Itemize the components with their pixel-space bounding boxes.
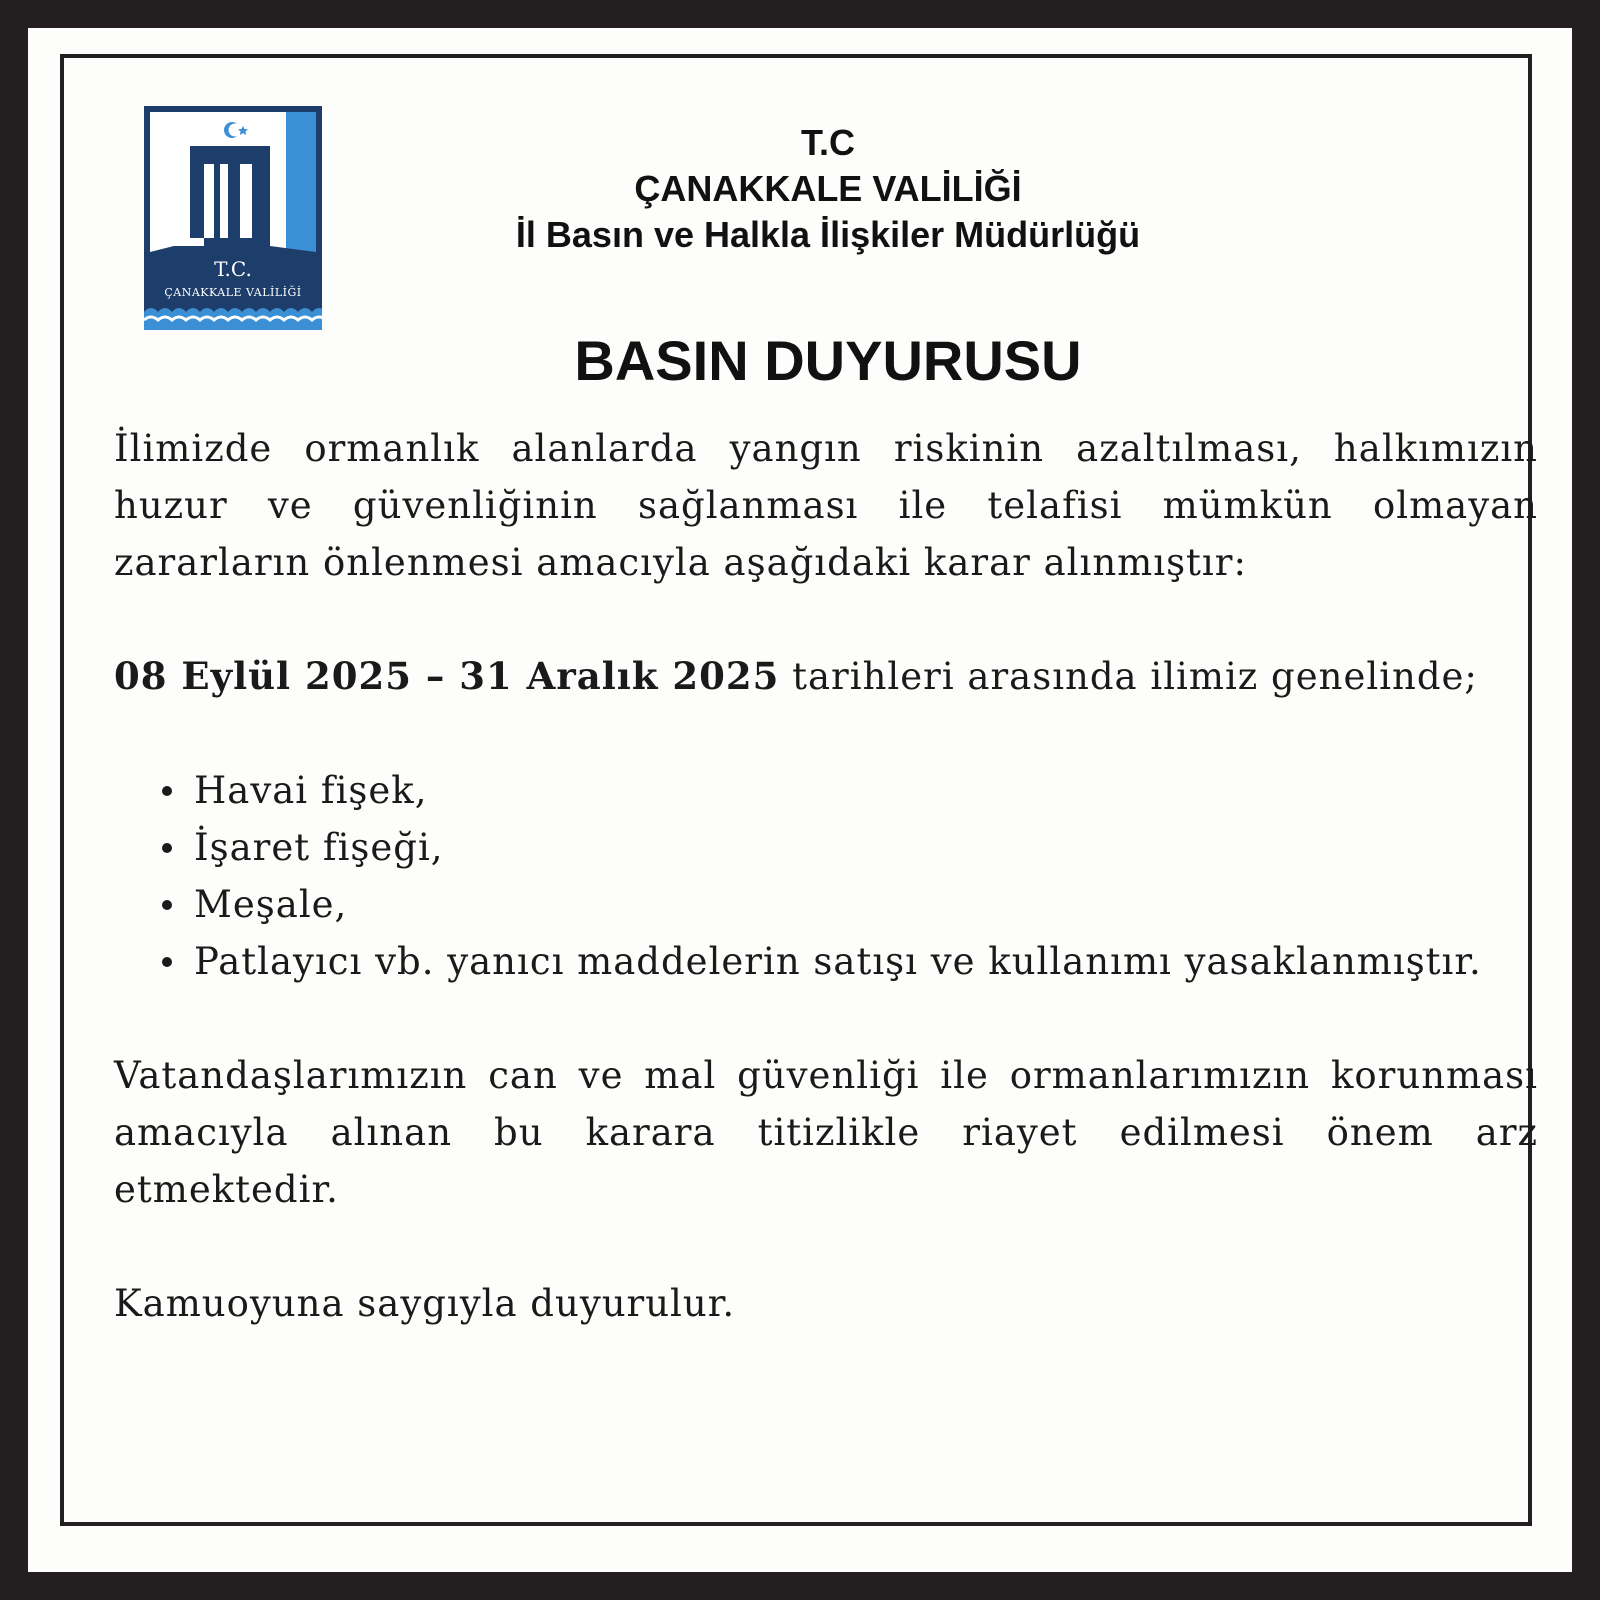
header-directorate: İl Basın ve Halkla İlişkiler Müdürlüğü bbox=[515, 214, 1141, 255]
intro-paragraph: İlimizde ormanlık alanlarda yangın riskinin azaltılması, halkımızın huzur ve güvenliğinin sağlanması ile telafisi mümkün olmayan zararların önlenmesi amacıyla aşağıdaki karar alınmıştır: bbox=[114, 427, 1538, 584]
date-suffix: tarihleri arasında ilimiz genelinde; bbox=[779, 655, 1478, 698]
page-title: BASIN DUYURUSU bbox=[574, 329, 1082, 392]
canakkale-valiligi-logo-icon bbox=[144, 106, 322, 330]
list-item: Havai fişek, bbox=[194, 762, 1538, 819]
header-governorship: ÇANAKKALE VALİLİĞİ bbox=[634, 168, 1022, 209]
date-range: 08 Eylül 2025 – 31 Aralık 2025 bbox=[114, 654, 780, 698]
logo-text-tc: T.C. bbox=[214, 257, 252, 281]
header-tc: T.C bbox=[801, 122, 855, 163]
signoff: Kamuoyuna saygıyla duyurulur. bbox=[114, 1282, 736, 1325]
announcement-page bbox=[28, 28, 1572, 1572]
list-item: İşaret fişeği, bbox=[194, 819, 1538, 876]
list-item: Patlayıcı vb. yanıcı maddelerin satışı ve kullanımı yasaklanmıştır. bbox=[194, 933, 1538, 990]
header bbox=[328, 120, 1328, 258]
date-paragraph bbox=[114, 648, 1538, 705]
banned-items-list bbox=[114, 762, 1538, 990]
closing-paragraph: Vatandaşlarımızın can ve mal güvenliği ile ormanlarımızın korunması amacıyla alınan bu karara titizlikle riayet edilmesi önem arz etmektedir. bbox=[114, 1054, 1538, 1211]
announcement-body bbox=[114, 420, 1538, 1332]
logo-text-name: ÇANAKKALE VALİLİĞİ bbox=[164, 286, 302, 299]
list-item: Meşale, bbox=[194, 876, 1538, 933]
